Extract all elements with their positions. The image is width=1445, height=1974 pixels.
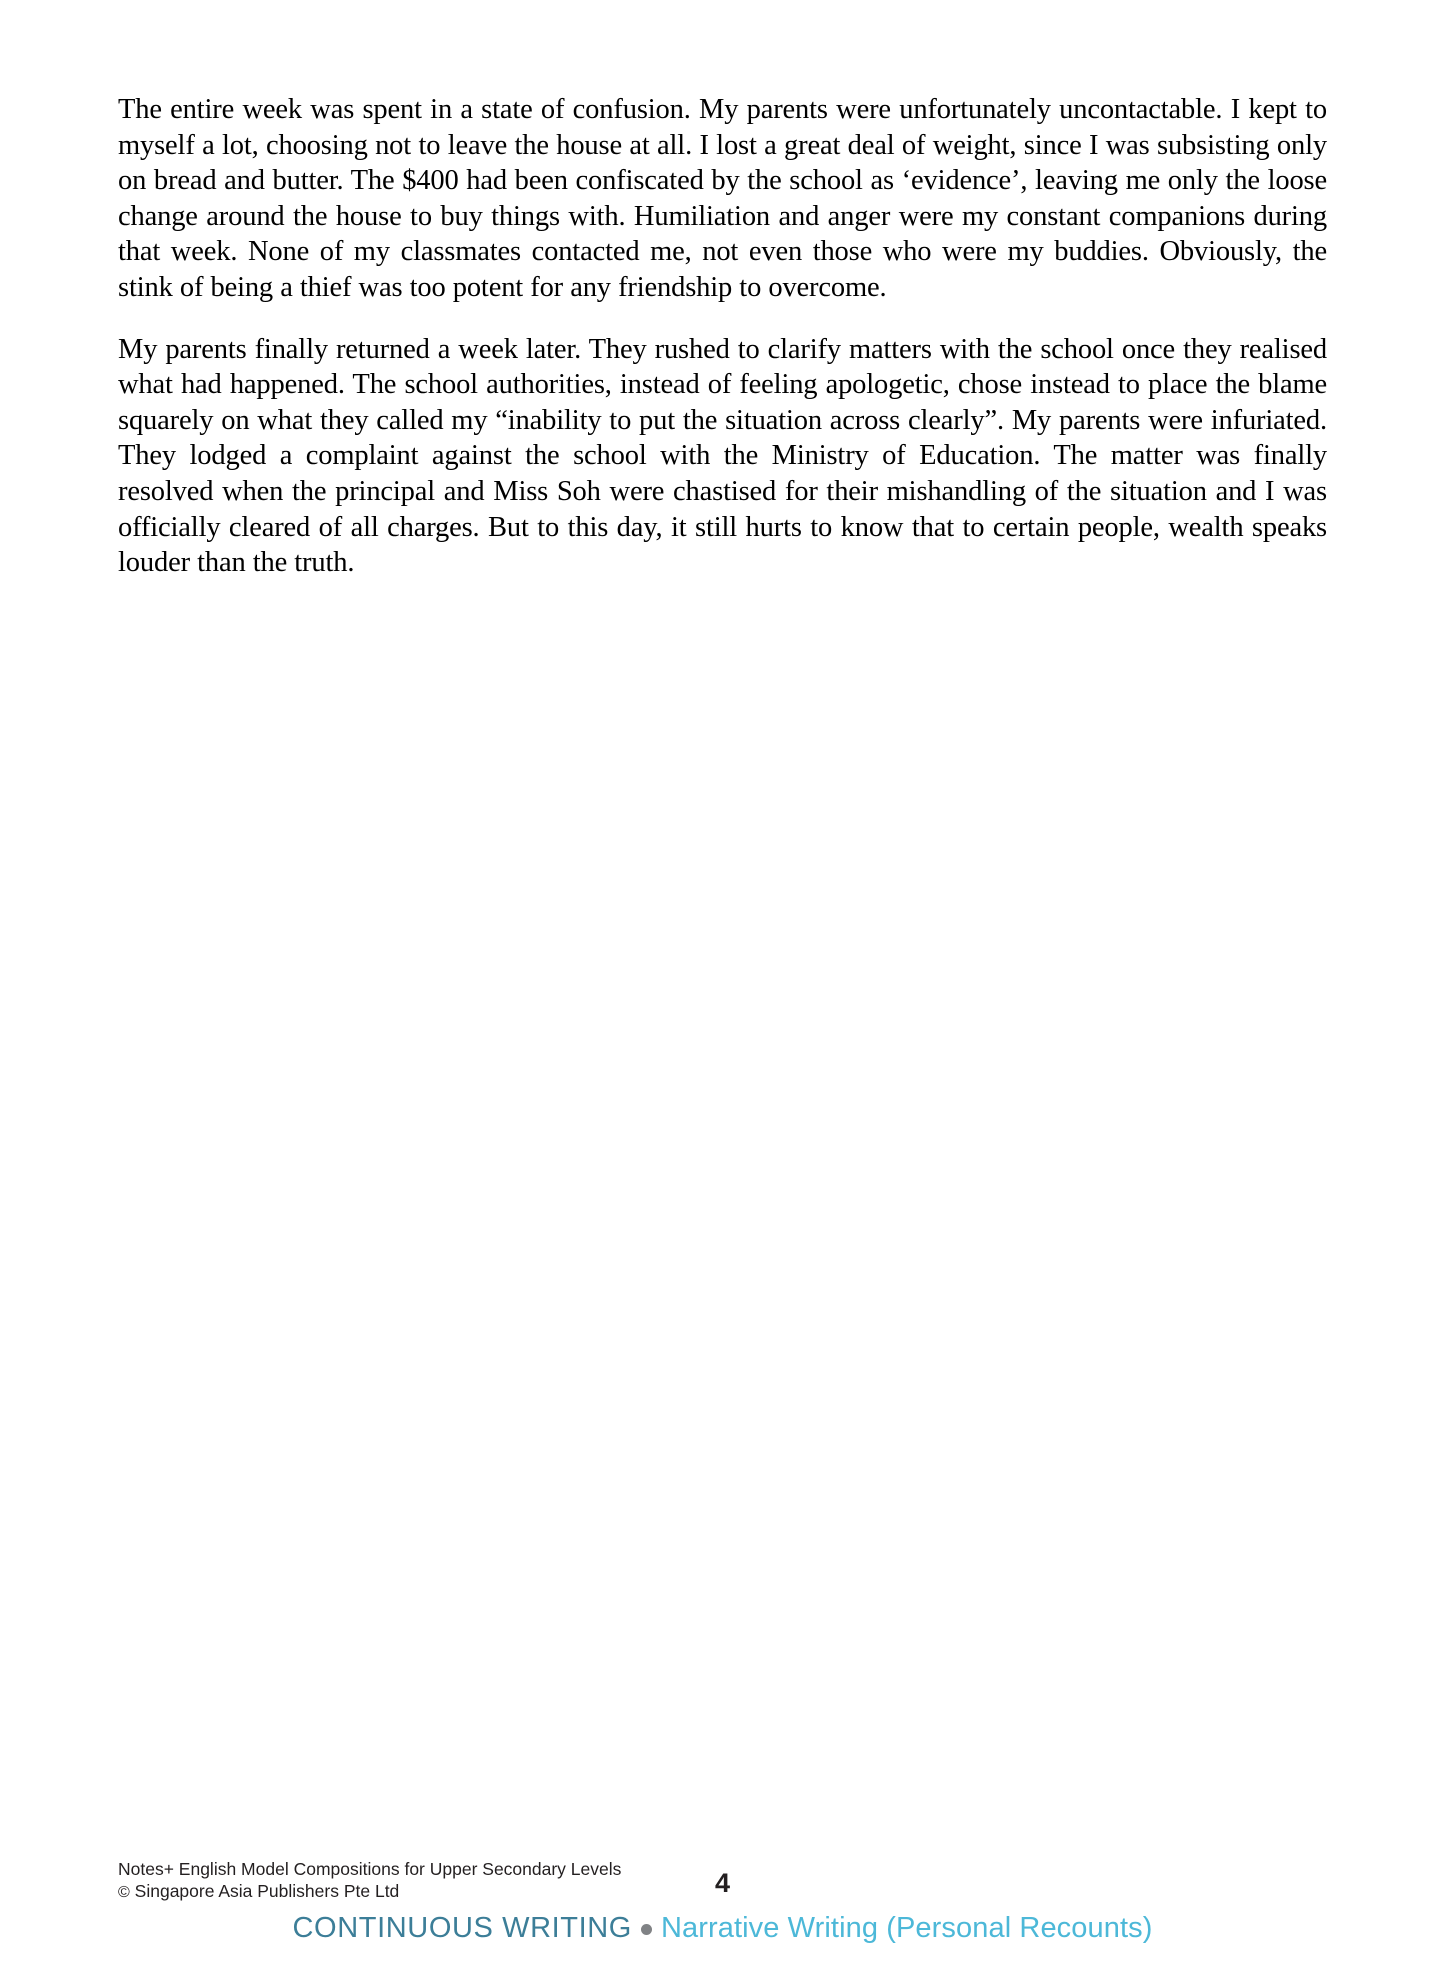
- page-number: 4: [714, 1868, 731, 1898]
- footer-title-line: Notes+ English Model Compositions for Upper Secondary Levels: [118, 1859, 622, 1879]
- bullet-dot-icon: [641, 1924, 652, 1935]
- copyright-icon: ©: [118, 1884, 130, 1901]
- footer-banner: [0, 1910, 1445, 1946]
- footer-banner-subsection: Narrative Writing (Personal Recounts): [660, 1912, 1153, 1944]
- page-footer: [0, 1848, 1445, 1958]
- footer-publisher-name: Singapore Asia Publishers Pte Ltd: [134, 1881, 400, 1901]
- body-paragraph-2: My parents finally returned a week later. They rushed to clarify matters with the school once they realised what had happened. The school authorities, instead of feeling apologetic, chose instead to place the blame squarely on what they called my “inability to put the situation across clearly”. My parents were infuriated. They lodged a complaint against the school with the Ministry of Education. The matter was finally resolved when the principal and Miss Soh were chastised for their mishandling of the situation and I was officially cleared of all charges. But to this day, it still hurts to know that to certain people, wealth speaks louder than the truth.: [118, 333, 1327, 579]
- body-paragraph-1: The entire week was spent in a state of confusion. My parents were unfortunately uncontactable. I kept to myself a lot, choosing not to leave the house at all. I lost a great deal of weight, since I was subsisting only on bread and butter. The $400 had been confiscated by the school as ‘evidence’, leaving me only the loose change around the house to buy things with. Humiliation and anger were my constant companions during that week. None of my classmates contacted me, not even those who were my buddies. Obviously, the stink of being a thief was too potent for any friendship to overcome.: [118, 94, 1327, 303]
- document-body: [118, 92, 1327, 581]
- footer-banner-section: CONTINUOUS WRITING: [292, 1912, 632, 1944]
